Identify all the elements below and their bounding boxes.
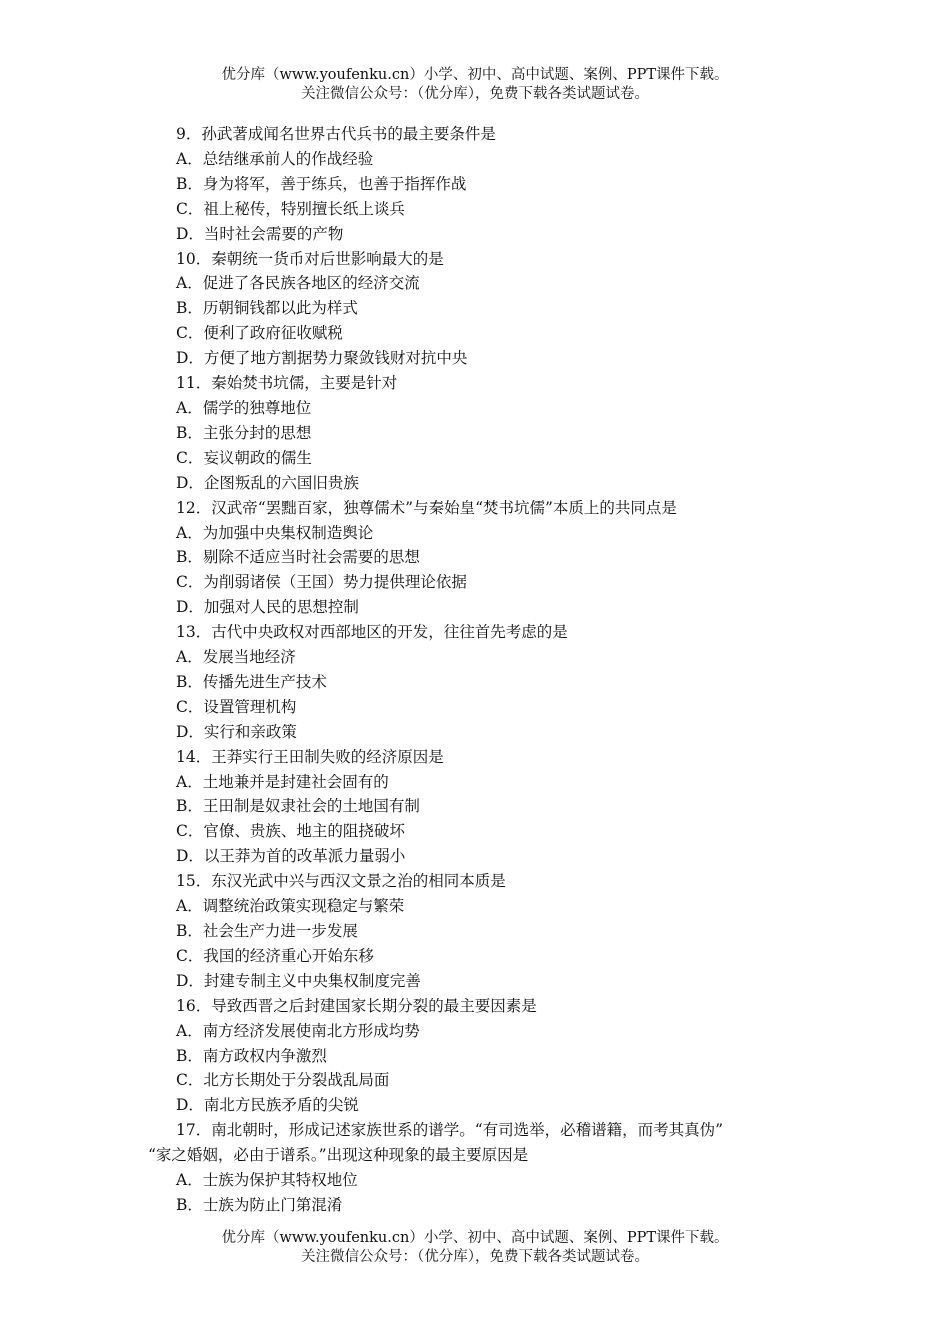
option: D．以王莽为首的改革派力量弱小: [176, 847, 406, 866]
question-stem: 10．秦朝统一货币对后世影响最大的是: [176, 249, 444, 268]
header-line-1: 优分库（www.youfenku.cn）小学、初中、高中试题、案例、PPT课件下载。: [221, 67, 729, 83]
question-stem: 17．南北朝时，形成记述家族世系的谱学。“有司选举，必稽谱籍，而考其真伪”: [176, 1121, 724, 1140]
option: D．企图叛乱的六国旧贵族: [176, 473, 359, 492]
option: D．实行和亲政策: [176, 722, 297, 741]
option: A．土地兼并是封建社会固有的: [176, 772, 389, 791]
option: A．为加强中央集权制造舆论: [176, 523, 374, 542]
header-line-2: 关注微信公众号：（优分库），免费下载各类试题试卷。: [301, 86, 649, 102]
option: C．祖上秘传，特别擅长纸上谈兵: [176, 199, 405, 218]
option: B．社会生产力进一步发展: [176, 922, 358, 940]
option: C．便利了政府征收赋税: [176, 324, 343, 343]
option: C．我国的经济重心开始东移: [176, 946, 374, 965]
option: D．加强对人民的思想控制: [176, 598, 359, 617]
question-stem-continued: “家之婚姻，必由于谱系。”出现这种现象的最主要原因是: [148, 1146, 529, 1165]
footer-line-2: 关注微信公众号：（优分库），免费下载各类试题试卷。: [301, 1249, 649, 1265]
page-header: [0, 66, 950, 104]
option: D．方便了地方割据势力聚敛钱财对抗中央: [176, 349, 468, 368]
option: C．设置管理机构: [176, 697, 297, 716]
question-stem: 12．汉武帝“罢黜百家，独尊儒术”与秦始皇“焚书坑儒”本质上的共同点是: [176, 498, 677, 517]
option: A．总结继承前人的作战经验: [176, 149, 374, 168]
option: D．封建专制主义中央集权制度完善: [176, 971, 421, 990]
question-stem: 13．古代中央政权对西部地区的开发，往往首先考虑的是: [176, 623, 568, 642]
page-footer: [0, 1229, 950, 1267]
option: B．王田制是奴隶社会的土地国有制: [176, 797, 420, 816]
option: B．南方政权内争激烈: [176, 1046, 327, 1065]
option: B．身为将军，善于练兵，也善于指挥作战: [176, 174, 467, 193]
option: A．士族为保护其特权地位: [176, 1171, 358, 1190]
option: B．历朝铜钱都以此为样式: [176, 299, 358, 318]
question-stem: 9．孙武著成闻名世界古代兵书的最主要条件是: [176, 125, 496, 143]
question-stem: 11．秦始焚书坑儒，主要是针对: [176, 374, 398, 393]
question-stem: 16．导致西晋之后封建国家长期分裂的最主要因素是: [176, 996, 537, 1015]
option: A．儒学的独尊地位: [176, 398, 312, 417]
option: B．剔除不适应当时社会需要的思想: [176, 548, 420, 567]
option: A．调整统治政策实现稳定与繁荣: [176, 897, 405, 916]
option: B．士族为防止门第混淆: [176, 1195, 343, 1214]
option: A．南方经济发展使南北方形成均势: [176, 1021, 420, 1040]
question-stem: 15．东汉光武中兴与西汉文景之治的相同本质是: [176, 872, 506, 891]
option: D．南北方民族矛盾的尖锐: [176, 1096, 359, 1115]
option: D．当时社会需要的产物: [176, 224, 344, 243]
option: A．发展当地经济: [176, 648, 296, 667]
option: C．妄议朝政的儒生: [176, 448, 312, 467]
footer-line-1: 优分库（www.youfenku.cn）小学、初中、高中试题、案例、PPT课件下载。: [221, 1230, 729, 1246]
option: A．促进了各民族各地区的经济交流: [176, 274, 420, 293]
option: C．为削弱诸侯（王国）势力提供理论依据: [176, 573, 467, 592]
question-stem: 14．王莽实行王田制失败的经济原因是: [176, 747, 444, 766]
option: B．传播先进生产技术: [176, 672, 327, 691]
option: C．官僚、贵族、地主的阻挠破坏: [176, 822, 405, 841]
option: C．北方长期处于分裂战乱局面: [176, 1071, 390, 1090]
option: B．主张分封的思想: [176, 423, 312, 442]
question-list: [0, 122, 950, 1218]
